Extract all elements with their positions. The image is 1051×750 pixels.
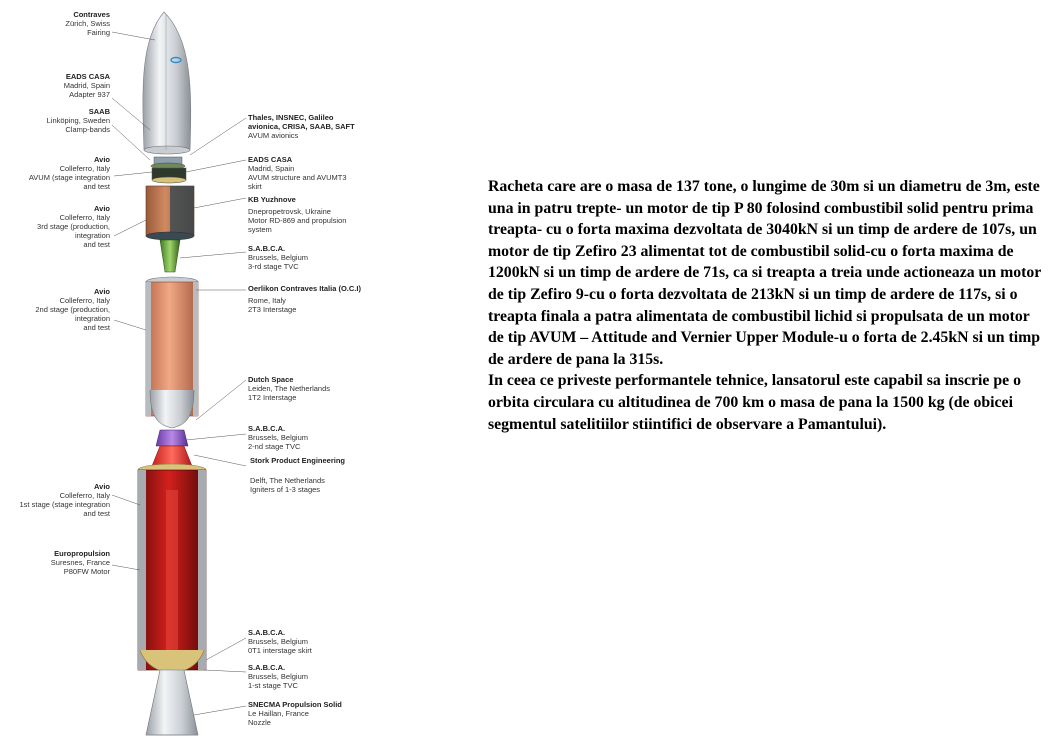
label-sabca-3rd [248,244,358,271]
label-line: AVUM structure and AVUMT3 [248,173,347,182]
label-line: Le Haillan, France [248,709,309,718]
paragraph-specs: Racheta care are o masa de 137 tone, o lungime de 30m si un diametru de 3m, este una in patru trepte- un motor de tip P 80 folosind combustibil solid pentru prima treapta- cu o forta maxima dezvoltata de 3040kN si un timp de ardere de 107s, un motor de tip Zefiro 23 alimentat tot de combustibil solid-cu o forta maxima de 1200kN si un timp de ardere de 71s, ca si treapta a treia unde actioneaza un motor de tip Zefiro 9-cu o forta dezvoltata de 213kN si un timp de ardere de 117s, si o treapta finala a patra alimentata de combustibil lichid si propulsata de un motor de tip AVUM – Attitude and Vernier Upper Module-u o forta de 2.45kN si un timp de ardere de pana la 315s. [488,178,1042,368]
label-title: KB Yuzhnove [248,195,296,204]
label-line: 3rd stage (production, [37,222,110,231]
label-title: Thales, INSNEC, Galileo avionica, CRISA, SAAB, SAFT [248,113,355,131]
label-line: Brussels, Belgium [248,672,309,681]
label-line: system [248,225,272,234]
label-avio-avum [10,155,110,191]
label-avio-2nd [10,287,110,332]
label-line: Madrid, Spain [248,164,295,173]
label-line: Delft, The Netherlands [250,476,325,485]
label-line: 1-st stage TVC [248,681,298,690]
label-title: EADS CASA [65,72,110,81]
label-title: EADS CASA [248,155,293,164]
label-thales [248,113,358,140]
label-sabca-2nd [248,424,358,451]
label-avio-1st [6,482,110,518]
first-stage [138,464,206,735]
label-saab [20,107,110,134]
label-oerlikon [248,284,418,314]
label-title: Contraves [73,10,110,19]
label-title: S.A.B.C.A. [248,424,286,433]
label-line: Brussels, Belgium [248,433,309,442]
label-title: Europropulsion [54,549,110,558]
label-title: Avio [94,204,110,213]
label-line: 1T2 Interstage [248,393,297,402]
label-title: Stork Product Engineering [250,456,346,465]
label-line: Igniters of 1-3 stages [250,485,321,494]
label-line: and test [83,323,110,332]
label-line: Colleferro, Italy [59,164,110,173]
label-line: Madrid, Spain [63,81,110,90]
label-line: integration [74,231,110,240]
label-line: Zürich, Swiss [65,19,110,28]
label-sabca-0t1 [248,628,358,655]
label-line: 3-rd stage TVC [248,262,299,271]
label-title: Avio [94,287,110,296]
label-line: Fairing [87,28,110,37]
label-line: AVUM avionics [248,131,299,140]
fairing [143,12,191,154]
label-line: 2T3 Interstage [248,305,297,314]
avum-stage [151,157,186,183]
label-line: Clamp-bands [65,125,110,134]
label-title: Avio [94,155,110,164]
label-line: Dnepropetrovsk, Ukraine [248,207,331,216]
label-line: 1st stage (stage integration [19,500,110,509]
label-dutch-space [248,375,368,402]
label-line: Nozzle [248,718,271,727]
label-line: 2-nd stage TVC [248,442,301,451]
label-eads-casa-left [20,72,110,99]
label-line: Brussels, Belgium [248,253,309,262]
label-line: Colleferro, Italy [59,213,110,222]
label-line: 2nd stage (production, [35,305,110,314]
label-line: Colleferro, Italy [59,296,110,305]
label-title: S.A.B.C.A. [248,663,286,672]
label-title: Avio [94,482,110,491]
label-line: and test [83,240,110,249]
label-europropulsion [10,549,110,576]
label-line: Linköping, Sweden [46,116,110,125]
label-line: skirt [248,182,262,191]
label-line: Motor RD-869 and propulsion [248,216,347,225]
label-snecma [248,700,368,727]
label-line: Rome, Italy [248,296,286,305]
label-line: Leiden, The Netherlands [248,384,331,393]
paragraph-performance: In ceea ce priveste performantele tehnice, lansatorul este capabil sa inscrie pe o orbita circulara cu altitudinea de 700 km o masa de pana la 1500 kg (de obicei segmentul satelitiilor stiintifici de observare a Pamantului). [488,372,1022,433]
label-title: Dutch Space [248,375,294,384]
label-line: Adapter 937 [69,90,110,99]
label-line: P80FW Motor [63,567,110,576]
label-line: AVUM (stage integration [28,173,110,182]
second-stage [146,277,198,466]
label-stork [250,456,380,494]
label-line: Brussels, Belgium [248,637,309,646]
label-line: and test [83,182,110,191]
label-line: integration [74,314,110,323]
third-stage [146,186,194,272]
label-eads-casa-right [248,155,368,191]
label-title: Oerlikon Contraves Italia (O.C.I) [248,284,361,293]
label-sabca-1st [248,663,358,690]
label-title: SNECMA Propulsion Solid [248,700,342,709]
label-avio-3rd [10,204,110,249]
label-title: S.A.B.C.A. [248,244,286,253]
label-title: SAAB [88,107,110,116]
label-title: S.A.B.C.A. [248,628,286,637]
label-line: and test [83,509,110,518]
label-line: Colleferro, Italy [59,491,110,500]
description-text [488,176,1043,435]
label-line: 0T1 interstage skirt [248,646,312,655]
label-kb-yuzhnove [248,195,368,234]
label-line: Suresnes, France [50,558,110,567]
label-contraves [20,10,110,37]
